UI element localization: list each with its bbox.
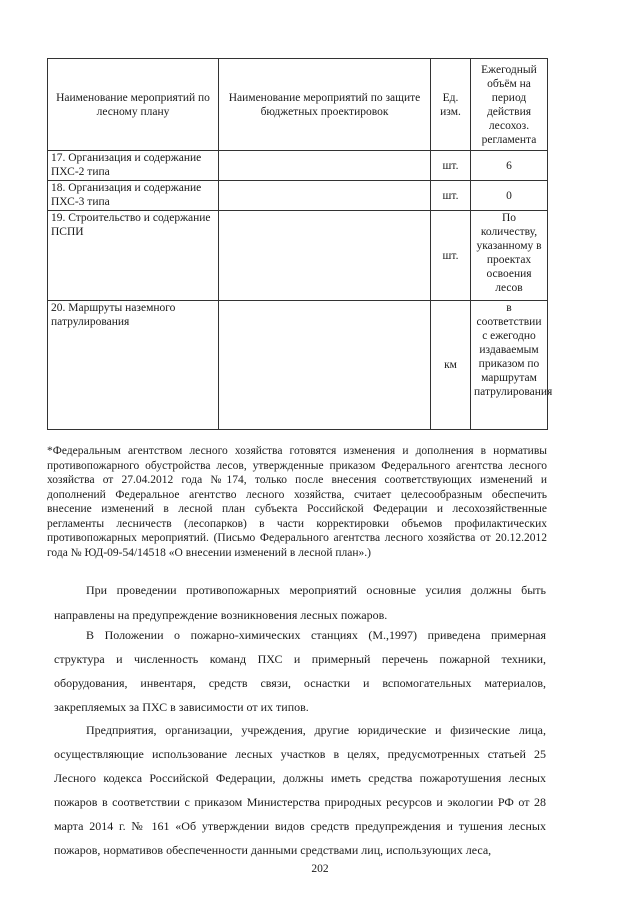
row-name-cell: 19. Строительство и содержание ПСПИ [48, 211, 219, 301]
row-protect-cell [219, 211, 431, 301]
body-paragraph: В Положении о пожарно-химических станциях (М.,1997) приведена примерная структура и численность команд ПХС и примерный перечень пожарной техники, оборудования, инвентаря, средств связи, оснастки и вспомогательных материалов, закрепляемых за ПХС в зависимости от их типов. [54, 628, 546, 714]
fire-measures-table [47, 58, 553, 430]
row-value-cell: в соответствии с ежегодно издаваемым приказом по маршрутам патрулирования [471, 301, 548, 430]
body-paragraph: Предприятия, организации, учреждения, другие юридические и физические лица, осуществляющие использование лесных участков в целях, предусмотренных статьей 25 Лесного кодекса Российской Федерации, должны иметь средства пожаротушения лесных пожаров в соответствии с приказом Министерства природных ресурсов и экологии РФ от 28 марта 2014 г. № 161 «Об утверждении видов средств предупреждения и тушения лесных пожаров, нормативов обеспеченности данными средствами лиц, использующих леса, [54, 723, 546, 857]
row-name-cell: 18. Организация и содержание ПХС-3 типа [48, 181, 219, 211]
row-protect-cell [219, 181, 431, 211]
row-unit-cell: шт. [431, 151, 471, 181]
row-name-cell: 17. Организация и содержание ПХС-2 типа [48, 151, 219, 181]
row-value-cell: 0 [471, 181, 548, 211]
header-cell-annual-volume: Ежегодный объём на период действия лесохоз. регламента [471, 59, 548, 151]
row-value-cell: 6 [471, 151, 548, 181]
table-header-row [48, 59, 548, 151]
header-cell-budget: Наименование мероприятий по защите бюджетных проектировок [219, 59, 431, 151]
table-row [48, 211, 548, 301]
row-protect-cell [219, 151, 431, 181]
table-row [48, 151, 548, 181]
row-unit-cell: шт. [431, 211, 471, 301]
footnote: *Федеральным агентством лесного хозяйства готовятся изменения и дополнения в нормативы противопожарного обустройства лесов, утвержденные приказом Федерального агентства лесного хозяйства от 27.04.2012 года №174, только после внесения соответствующих изменений и дополнений Федеральное агентство лесного хозяйства, считает целесообразным обеспечить внесение изменений в лесной план субъекта Российской Федерации и лесохозяйственные регламенты лесничеств (лесопарков) в части корректировки объемов профилактических противопожарных мероприятий. (Письмо Федерального агентства лесного хозяйства от 20.12.2012 года № ЮД-09-54/14518 «О внесении изменений в лесной план».) [47, 445, 547, 559]
header-cell-plan: Наименование мероприятий по лесному плану [48, 59, 219, 151]
row-value-cell: По количеству, указанному в проектах освоения лесов [471, 211, 548, 301]
table-row [48, 301, 548, 430]
page-number: 202 [311, 863, 329, 875]
body-paragraph: При проведении противопожарных мероприятий основные усилия должны быть направлены на предупреждение возникновения лесных пожаров. [54, 583, 546, 622]
header-cell-unit: Ед. изм. [431, 59, 471, 151]
row-unit-cell: км [431, 301, 471, 430]
row-unit-cell: шт. [431, 181, 471, 211]
row-name-cell: 20. Маршруты наземного патрулирования [48, 301, 219, 430]
row-protect-cell [219, 301, 431, 430]
table-row [48, 181, 548, 211]
